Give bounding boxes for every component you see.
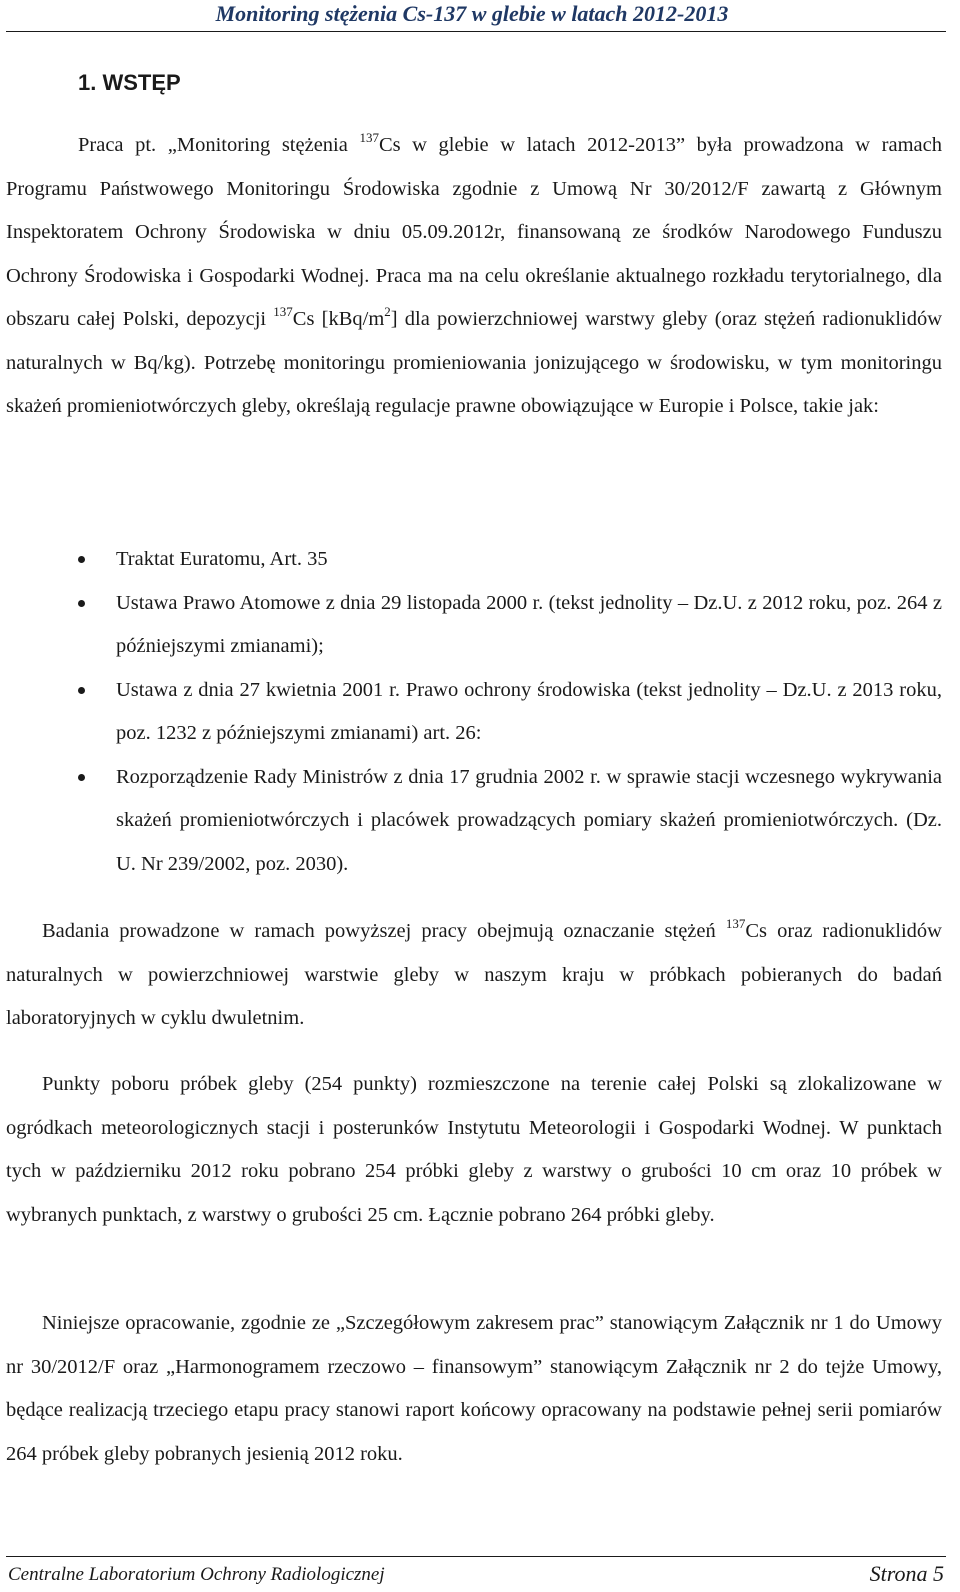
header-divider — [6, 31, 946, 32]
unit-exponent: 2 — [384, 304, 391, 319]
list-item — [78, 582, 942, 669]
list-item-text: Traktat Euratomu, Art. 35 — [116, 548, 328, 570]
isotope-mass-number: 137 — [273, 304, 293, 319]
footer-divider — [6, 1556, 946, 1557]
list-item — [78, 669, 942, 756]
bullet-icon — [78, 556, 85, 563]
sampling-paragraph: Punkty poboru próbek gleby (254 punkty) rozmieszczone na terenie całej Polski są zlokalizowane w ogródkach meteorologicznych stacji i posterunków Instytutu Meteorologii i Gospodarki Wodnej. W punktach tych w październiku 2012 roku pobrano 254 próbki gleby z warstwy o grubości 10 cm oraz 10 próbek w wybranych punktach, z warstwy o grubości 25 cm. Łącznie pobrano 264 próbki gleby. — [6, 1073, 942, 1226]
list-item-text: Ustawa z dnia 27 kwietnia 2001 r. Prawo ochrony środowiska (tekst jednolity – Dz.U. z 2013 roku, poz. 1232 z późniejszymi zmianami) art. 26: — [116, 678, 942, 744]
running-header: Monitoring stężenia Cs-137 w glebie w latach 2012-2013 — [215, 1, 729, 26]
research-text-1: Badania prowadzone w ramach powyższej pracy obejmują oznaczanie stężeń — [42, 920, 726, 942]
scope-paragraph: Niniejsze opracowanie, zgodnie ze „Szczegółowym zakresem prac” stanowiącym Załącznik nr 1 do Umowy nr 30/2012/F oraz „Harmonogramem rzeczowo – finansowym” stanowiącym Załącznik nr 2 do tejże Umowy, będące realizacją trzeciego etapu pracy stanowi raport końcowy opracowany na podstawie pełnej serii pomiarów 264 próbek gleby pobranych jesienią 2012 roku. — [6, 1312, 942, 1465]
bullet-icon — [78, 687, 85, 694]
regulations-list — [78, 538, 942, 886]
intro-text-4: ] dla powierzchniowej warstwy gleby (oraz stężeń radionuklidów naturalnych w Bq/kg). Potrzebę monitoringu promieniowania jonizującego w środowisku, w tym monitoringu skażeń promieniotwórczych gleby, określają regulacje prawne obowiązujące w Europie i Polsce, takie jak: — [6, 308, 942, 417]
list-item-text: Rozporządzenie Rady Ministrów z dnia 17 grudnia 2002 r. w sprawie stacji wczesnego wykrywania skażeń promieniotwórczych i placówek prowadzących pomiary skażeń promieniotwórczych. (Dz. U. Nr 239/2002, poz. 2030). — [116, 765, 942, 875]
bullet-icon — [78, 600, 85, 607]
list-item — [78, 756, 942, 887]
research-text-2: Cs oraz radionuklidów naturalnych w powierzchniowej warstwie gleby w naszym kraju w próbkach pobieranych do badań laboratoryjnych w cyklu dwuletnim. — [6, 920, 942, 1029]
bullet-icon — [78, 774, 85, 781]
intro-text-2: Cs w glebie w latach 2012-2013” była prowadzona w ramach Programu Państwowego Monitoringu Środowiska zgodnie z Umową Nr 30/2012/F zawartą z Głównym Inspektoratem Ochrony Środowiska w dniu 05.09.2012r, finansowaną ze środków Narodowego Funduszu Ochrony Środowiska i Gospodarki Wodnej. Praca ma na celu określanie aktualnego rozkładu terytorialnego, dla obszaru całej Polski, depozycji — [6, 134, 942, 330]
intro-paragraph — [6, 124, 942, 429]
footer-institution: Centralne Laboratorium Ochrony Radiologicznej — [8, 1564, 385, 1585]
section-heading: 1. WSTĘP — [78, 70, 181, 95]
list-item-text: Ustawa Prawo Atomowe z dnia 29 listopada 2000 r. (tekst jednolity – Dz.U. z 2012 roku, poz. 264 z późniejszymi zmianami); — [116, 591, 942, 657]
isotope-mass-number: 137 — [359, 130, 379, 145]
isotope-mass-number: 137 — [725, 916, 746, 931]
list-item — [78, 538, 942, 582]
intro-text-1: Praca pt. „Monitoring stężenia — [78, 134, 360, 156]
research-paragraph — [6, 910, 942, 1041]
page-number: Strona 5 — [869, 1561, 944, 1586]
intro-text-3: Cs [kBq/m — [292, 308, 385, 330]
